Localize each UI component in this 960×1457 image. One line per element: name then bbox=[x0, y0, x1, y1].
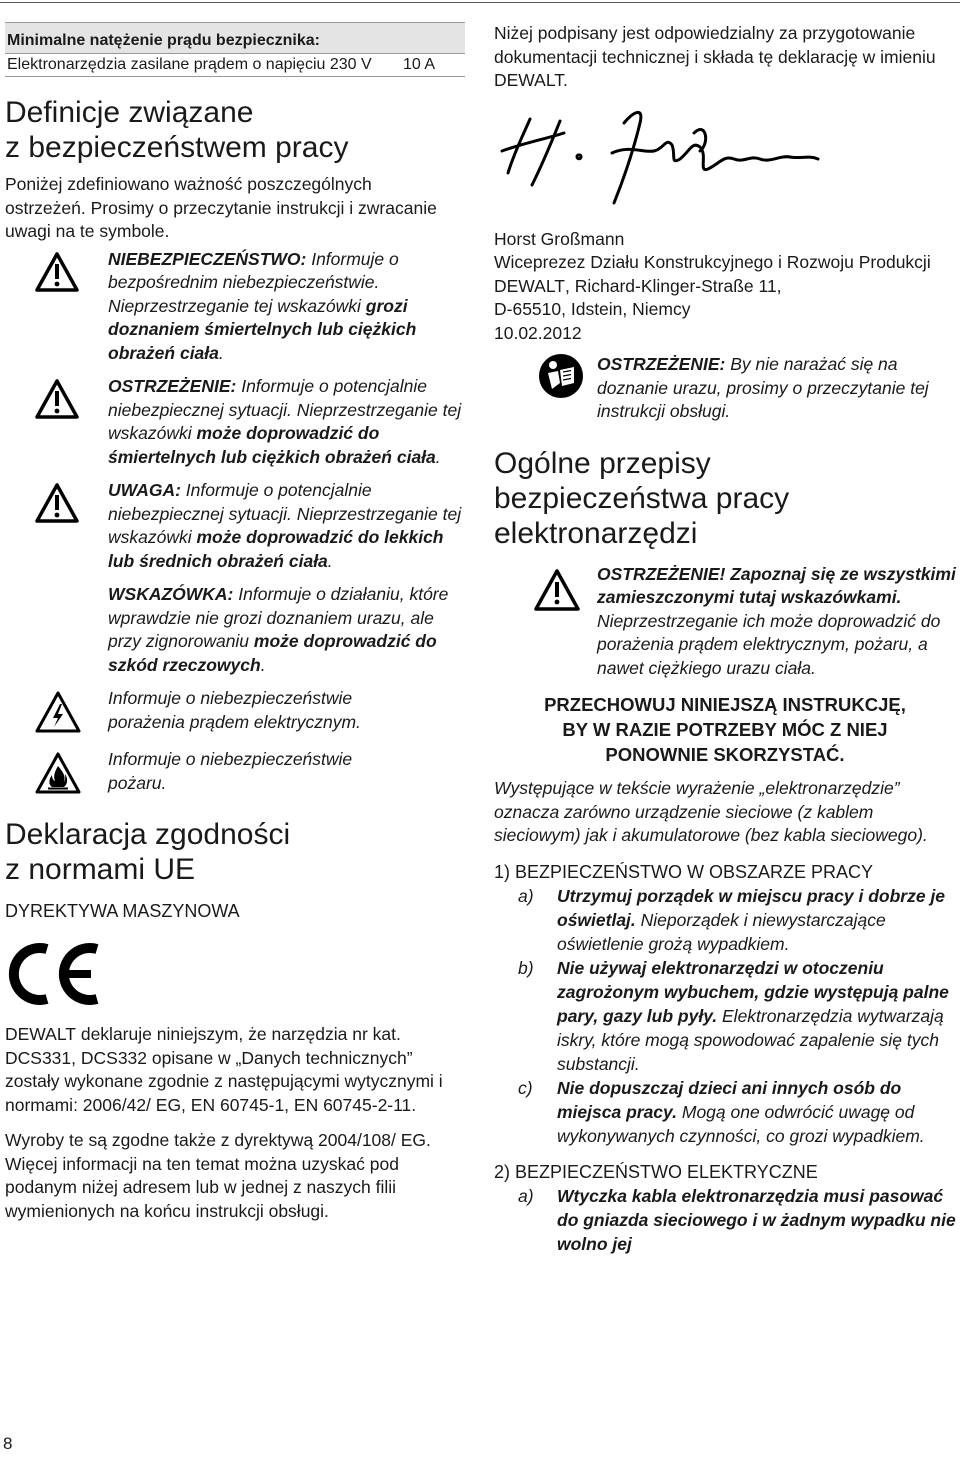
signer-name: Horst Großmann bbox=[494, 228, 625, 249]
warning-triangle-icon bbox=[534, 569, 580, 611]
warning-block bbox=[5, 375, 465, 469]
signer-title: Wiceprezez Działu Konstrukcyjnego i Rozwoju Produkcji bbox=[494, 252, 931, 272]
general-warning-block bbox=[494, 563, 956, 681]
section1-title: 1) BEZPIECZEŃSTWO W OBSZARZE PRACY bbox=[494, 861, 874, 882]
section2-list bbox=[494, 1184, 956, 1256]
top-rule bbox=[0, 2, 960, 3]
caution-text: UWAGA: Informuje o potencjalnie niebezpiecznej sytuacji. Nieprzestrzeganie tej wskazówki może doprowadzić do lekkich lub średnich obrażeń ciała. bbox=[108, 480, 462, 571]
list-item-bold: Utrzymuj porządek w miejscu pracy i dobrze je oświetlaj. bbox=[557, 885, 946, 930]
list-item-label: a) bbox=[518, 1185, 534, 1206]
read-manual-icon bbox=[538, 353, 584, 399]
min-current-row bbox=[5, 53, 465, 76]
list-item-label: a) bbox=[518, 885, 534, 906]
left-column bbox=[5, 22, 465, 1223]
notice-block bbox=[5, 583, 465, 677]
general-warning-text: OSTRZEŻENIE! Zapoznaj się ze wszystkimi zamieszczonymi tutaj wskazówkami. Nieprzestrzeganie ich może doprowadzić do porażenia prądem elektrycznym, pożaru, a nawet ciężkiego urazu ciała. bbox=[597, 563, 956, 678]
general-rules-title: Ogólne przepisy bezpieczeństwa pracy elektronarzędzi bbox=[494, 446, 790, 550]
term-note: Występujące w tekście wyrażenie „elektronarzędzie” oznacza zarówno urządzenie sieciowe (z kablem sieciowym) jak i akumulatorowe (bez kabla sieciowego). bbox=[494, 778, 928, 845]
min-current-box bbox=[5, 22, 465, 77]
section1-list bbox=[494, 884, 956, 1148]
read-manual-block bbox=[494, 353, 956, 424]
electric-text: Informuje o niebezpieczeństwie porażenia prądem elektrycznym. bbox=[108, 688, 361, 732]
list-item-bold: Wtyczka kabla elektronarzędzia musi pasować do gniazda sieciowego i w żadnym wypadku nie wolno jej bbox=[557, 1185, 956, 1254]
declaration-para2: Wyroby te są zgodne także z dyrektywą 2004/108/ EG. Więcej informacji na ten temat można uzyskać pod podanym niżej adresem lub w jednej z naszych filii wymienionych na końcu instrukcji obsługi. bbox=[5, 1130, 431, 1221]
signer-address: DEWALT, Richard-Klinger-Straße 11, bbox=[494, 275, 782, 296]
list-item-label: c) bbox=[518, 1077, 533, 1098]
list-item-text: Elektronarzędzia wytwarzają iskry, które mogą spowodować zapalenie się tych substancji. bbox=[557, 1005, 944, 1074]
min-current-value: 10 A bbox=[402, 56, 435, 73]
directive-subtitle: DYREKTYWA MASZYNOWA bbox=[5, 901, 240, 921]
electric-shock-icon bbox=[35, 691, 81, 733]
ce-mark-icon bbox=[5, 923, 465, 1023]
warning-triangle-icon bbox=[35, 483, 79, 523]
list-item bbox=[494, 1184, 956, 1256]
danger-text: NIEBEZPIECZEŃSTWO: Informuje o bezpośrednim niebezpieczeństwie. Nieprzestrzeganie tej wskazówki grozi doznaniem śmiertelnych lub ciężkich obrażeń ciała. bbox=[108, 248, 417, 363]
keep-instructions: PRZECHOWUJ NINIEJSZĄ INSTRUKCJĘ, BY W RAZIE POTRZEBY MÓC Z NIEJ PONOWNIE SKORZYSTAĆ. bbox=[544, 694, 906, 765]
list-item bbox=[494, 884, 956, 956]
list-item-bold: Nie używaj elektronarzędzi w otoczeniu zagrożonym wybuchem, gdzie występują palne pary, gazy lub pyły. bbox=[557, 957, 949, 1026]
signer-city: D-65510, Idstein, Niemcy bbox=[494, 299, 691, 319]
list-item bbox=[494, 956, 956, 1076]
read-manual-text: OSTRZEŻENIE: By nie narażać się na doznanie urazu, prosimy o przeczytanie tej instrukcji obsługi. bbox=[597, 354, 929, 421]
fire-icon bbox=[35, 752, 81, 794]
declaration-para1: DEWALT deklaruje niniejszym, że narzędzia nr kat. DCS331, DCS332 opisane w „Danych technicznych” zostały wykonane zgodnie z następującymi wytycznymi i normami: 2006/42/ EG, EN 60745-1, EN 60745-2-11. bbox=[5, 1024, 443, 1115]
section2-title: 2) BEZPIECZEŃSTWO ELEKTRYCZNE bbox=[494, 1161, 818, 1182]
min-current-header: Minimalne natężenie prądu bezpiecznika: bbox=[7, 32, 320, 49]
list-item-bold: Nie dopuszczaj dzieci ani innych osób do miejsca pracy. bbox=[557, 1077, 902, 1122]
right-column bbox=[494, 22, 956, 1256]
page-number: 8 bbox=[3, 1434, 13, 1453]
electric-block bbox=[5, 687, 465, 734]
signature-image bbox=[494, 93, 956, 228]
danger-block bbox=[5, 248, 465, 366]
declaration-title: Deklaracja zgodności z normami UE bbox=[5, 818, 291, 886]
definitions-title: Definicje związane z bezpieczeństwem pracy bbox=[5, 96, 349, 164]
list-item-label: b) bbox=[518, 957, 534, 978]
list-item-text: Mogą one odwrócić uwagę od wykonywanych czynności, co grozi wypadkiem. bbox=[557, 1101, 925, 1146]
definitions-intro: Poniżej zdefiniowano ważność poszczególnych ostrzeżeń. Prosimy o przeczytanie instrukcji i zwracanie uwagi na te symbole. bbox=[5, 174, 437, 241]
dewalt-brand: DEWALT bbox=[5, 1024, 76, 1044]
warning-triangle-icon bbox=[35, 252, 79, 292]
list-item bbox=[494, 1076, 956, 1148]
list-item-text: Nieporządek i niewystarczające oświetlenie grożą wypadkiem. bbox=[557, 909, 886, 954]
min-current-label: Elektronarzędzia zasilane prądem o napięciu 230 V bbox=[7, 56, 372, 73]
warning-text: OSTRZEŻENIE: Informuje o potencjalnie niebezpiecznej sytuacji. Nieprzestrzeganie tej wskazówki może doprowadzić do śmiertelnych lub ciężkich obrażeń ciała. bbox=[108, 376, 462, 467]
declaration-date: 10.02.2012 bbox=[494, 322, 582, 343]
warning-triangle-icon bbox=[35, 379, 79, 419]
fire-block bbox=[5, 748, 465, 795]
responsibility-text: Niżej podpisany jest odpowiedzialny za przygotowanie dokumentacji technicznej i składa tę deklarację w imieniu DEWALT. bbox=[494, 23, 936, 90]
fire-text: Informuje o niebezpieczeństwie pożaru. bbox=[108, 749, 353, 793]
notice-text: WSKAZÓWKA: Informuje o działaniu, które wprawdzie nie grozi doznaniem urazu, ale przy zignorowaniu może doprowadzić do szkód rzeczowych. bbox=[108, 584, 449, 675]
caution-block bbox=[5, 479, 465, 573]
